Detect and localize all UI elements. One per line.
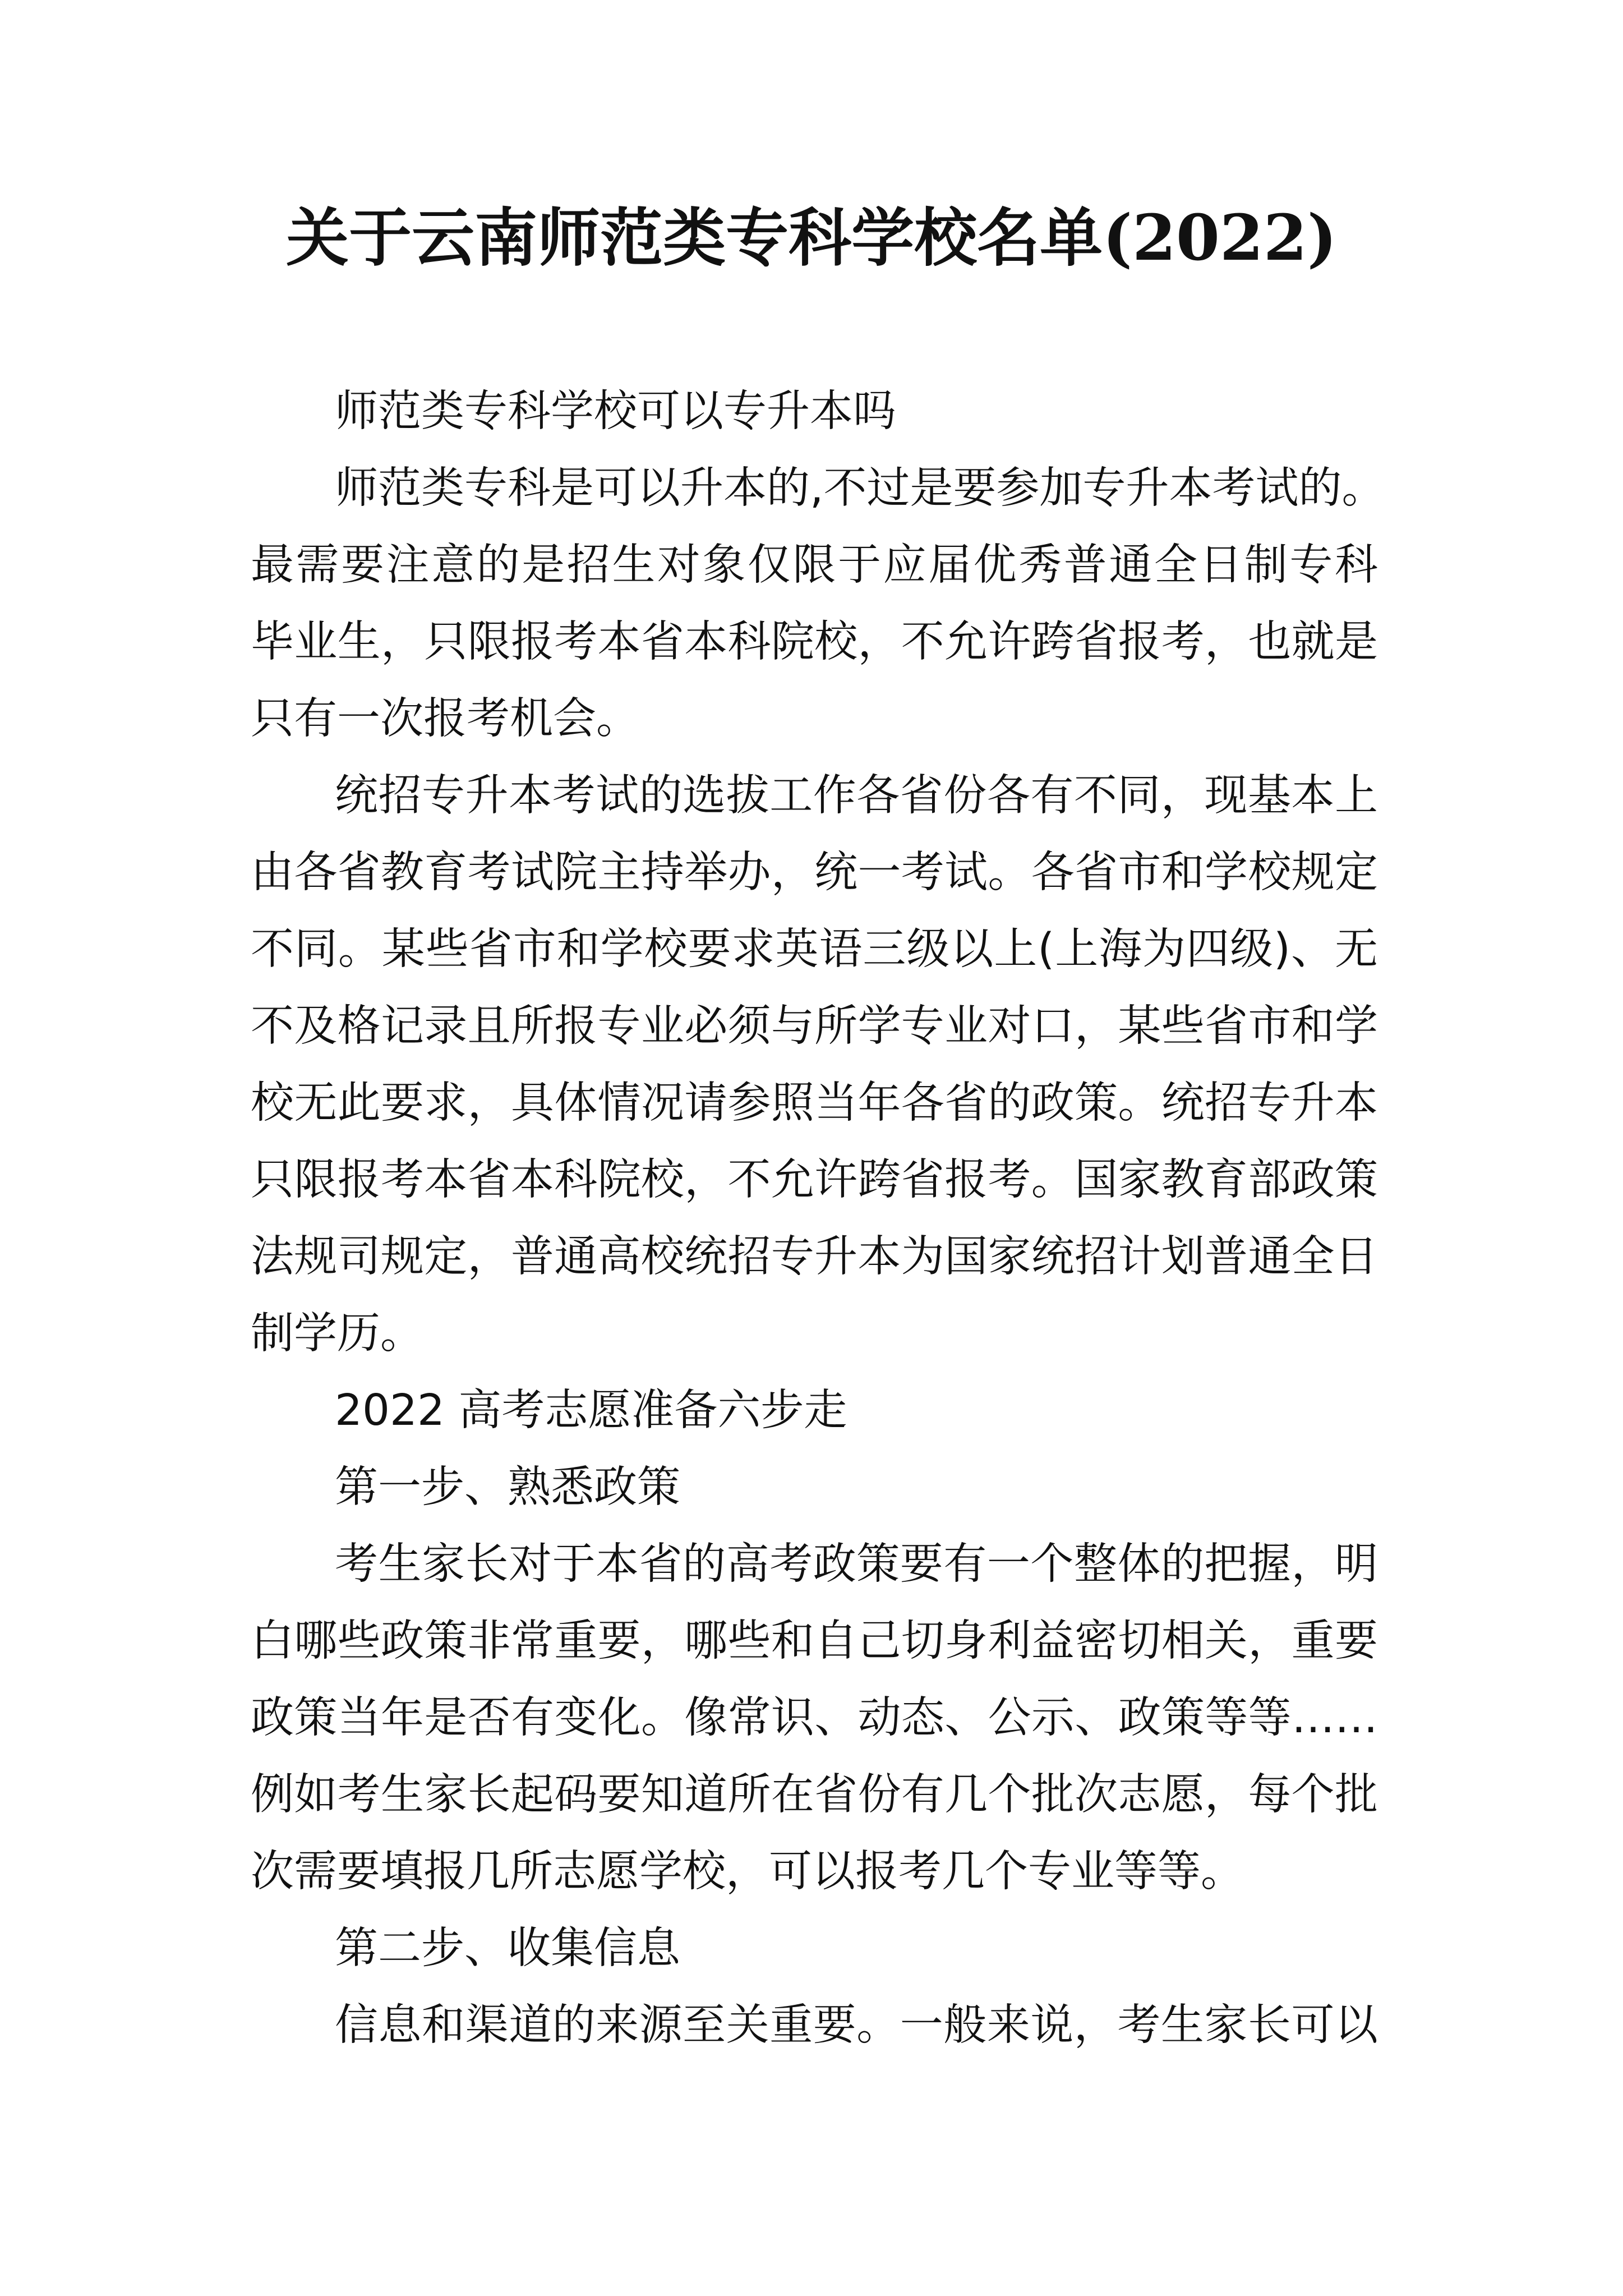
text-line: 不同。某些省市和学校要求英语三级以上(上海为四级)、无 bbox=[251, 924, 1378, 974]
text-line: 只有一次报考机会。 bbox=[251, 694, 639, 744]
text-line: 校无此要求，具体情况请参照当年各省的政策。统招专升本 bbox=[251, 1078, 1378, 1128]
text-line: 次需要填报几所志愿学校，可以报考几个专业等等。 bbox=[251, 1847, 1244, 1897]
text-line: 第二步、收集信息 bbox=[335, 1924, 680, 1973]
text-line: 统招专升本考试的选拔工作各省份各有不同，现基本上 bbox=[335, 771, 1378, 821]
text-line: 不及格记录且所报专业必须与所学专业对口，某些省市和学 bbox=[251, 1001, 1378, 1051]
text-line: 信息和渠道的来源至关重要。一般来说，考生家长可以 bbox=[335, 2000, 1378, 2050]
text-line: 例如考生家长起码要知道所在省份有几个批次志愿，每个批 bbox=[251, 1770, 1378, 1820]
text-line: 白哪些政策非常重要，哪些和自己切身利益密切相关，重要 bbox=[251, 1616, 1378, 1666]
text-line: 只限报考本省本科院校，不允许跨省报考。国家教育部政策 bbox=[251, 1155, 1378, 1205]
text-line: 制学历。 bbox=[251, 1309, 423, 1359]
text-line: 由各省教育考试院主持举办，统一考试。各省市和学校规定 bbox=[251, 848, 1378, 898]
text-line: 2022 高考志愿准备六步走 bbox=[335, 1386, 847, 1435]
text-line: 考生家长对于本省的高考政策要有一个整体的把握，明 bbox=[335, 1539, 1378, 1589]
text-line: 政策当年是否有变化。像常识、动态、公示、政策等等…… bbox=[251, 1693, 1378, 1743]
text-line: 最需要注意的是招生对象仅限于应届优秀普通全日制专科 bbox=[251, 540, 1378, 590]
text-line: 毕业生，只限报考本省本科院校，不允许跨省报考，也就是 bbox=[251, 617, 1378, 667]
document-title: 关于云南师范类专科学校名单(2022) bbox=[286, 201, 1337, 275]
text-line: 第一步、熟悉政策 bbox=[335, 1462, 680, 1512]
text-line: 法规司规定，普通高校统招专升本为国家统招计划普通全日 bbox=[251, 1232, 1378, 1282]
text-line: 师范类专科是可以升本的,不过是要参加专升本考试的。 bbox=[335, 463, 1385, 513]
document-body bbox=[251, 373, 1385, 2064]
text-line: 师范类专科学校可以专升本吗 bbox=[335, 386, 896, 436]
